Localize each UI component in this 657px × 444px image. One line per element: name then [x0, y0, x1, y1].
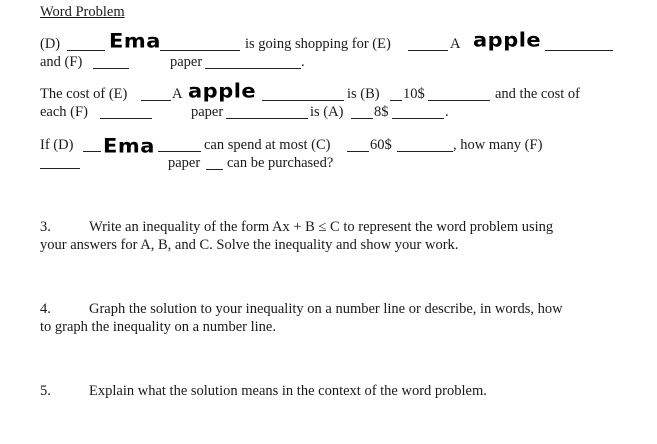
price-a: 8$	[374, 104, 389, 120]
shopping-text: is going shopping for (E)	[245, 36, 391, 52]
each-f-text: each (F)	[40, 104, 88, 120]
price-c: 60$	[370, 137, 392, 153]
question-4-cont: to graph the inequality on a number line.	[40, 319, 276, 335]
blank-a-line	[392, 118, 444, 119]
blank-paper-line	[205, 68, 301, 69]
question-4-text: Graph the solution to your inequality on a number line or describe, in words, how	[89, 301, 563, 317]
question-5-number: 5.	[40, 383, 51, 399]
blank-item2-line	[262, 100, 344, 101]
label-f: and (F)	[40, 54, 83, 70]
question-3-text: Write an inequality of the form Ax + B ≤ C to represent the word problem using	[89, 219, 554, 235]
blank-a-pre-line	[351, 118, 373, 119]
blank-f3-line	[40, 168, 80, 169]
handwritten-item: apple	[473, 28, 542, 52]
blank-b-pre-line	[390, 100, 402, 101]
blank-d-line	[67, 50, 105, 51]
handwritten-name: Ema	[109, 29, 161, 53]
handwritten-item-2: apple	[188, 79, 257, 103]
article-a: A	[450, 36, 461, 52]
price-b: 10$	[403, 86, 425, 102]
blank-f-line	[93, 68, 129, 69]
blank-name2-line	[158, 151, 201, 152]
handwritten-name-2: Ema	[103, 134, 155, 158]
blank-e-line	[408, 50, 448, 51]
label-d: (D)	[40, 36, 61, 52]
is-a-text: is (A)	[310, 104, 344, 120]
cost-text: The cost of (E)	[40, 86, 128, 102]
purchased-text: can be purchased?	[227, 155, 334, 171]
blank-name-line	[160, 50, 240, 51]
paper-text-3: paper	[168, 155, 201, 171]
question-3-number: 3.	[40, 219, 51, 235]
how-many-text: , how many (F)	[453, 137, 543, 153]
blank-e2-line	[141, 100, 171, 101]
page-title: Word Problem	[40, 4, 125, 20]
if-d-text: If (D)	[40, 137, 74, 153]
article-a2: A	[172, 86, 183, 102]
question-4-number: 4.	[40, 301, 51, 317]
cost-of-text: and the cost of	[495, 86, 580, 102]
period-2: .	[445, 104, 449, 120]
blank-b-line	[428, 100, 490, 101]
paper-text: paper	[170, 54, 203, 70]
blank-c-pre-line	[347, 151, 369, 152]
blank-paper2-line	[226, 118, 308, 119]
blank-paper3-line	[206, 169, 223, 170]
blank-c-line	[397, 151, 453, 152]
period: .	[301, 54, 305, 70]
blank-f2-line	[100, 118, 152, 119]
blank-d2-pre-line	[83, 151, 101, 152]
paper-text-2: paper	[191, 104, 224, 120]
blank-item-line	[545, 50, 613, 51]
question-3-cont: your answers for A, B, and C. Solve the inequality and show your work.	[40, 237, 459, 253]
spend-text: can spend at most (C)	[204, 137, 331, 153]
question-5-text: Explain what the solution means in the context of the word problem.	[89, 383, 487, 399]
is-b-text: is (B)	[347, 86, 380, 102]
